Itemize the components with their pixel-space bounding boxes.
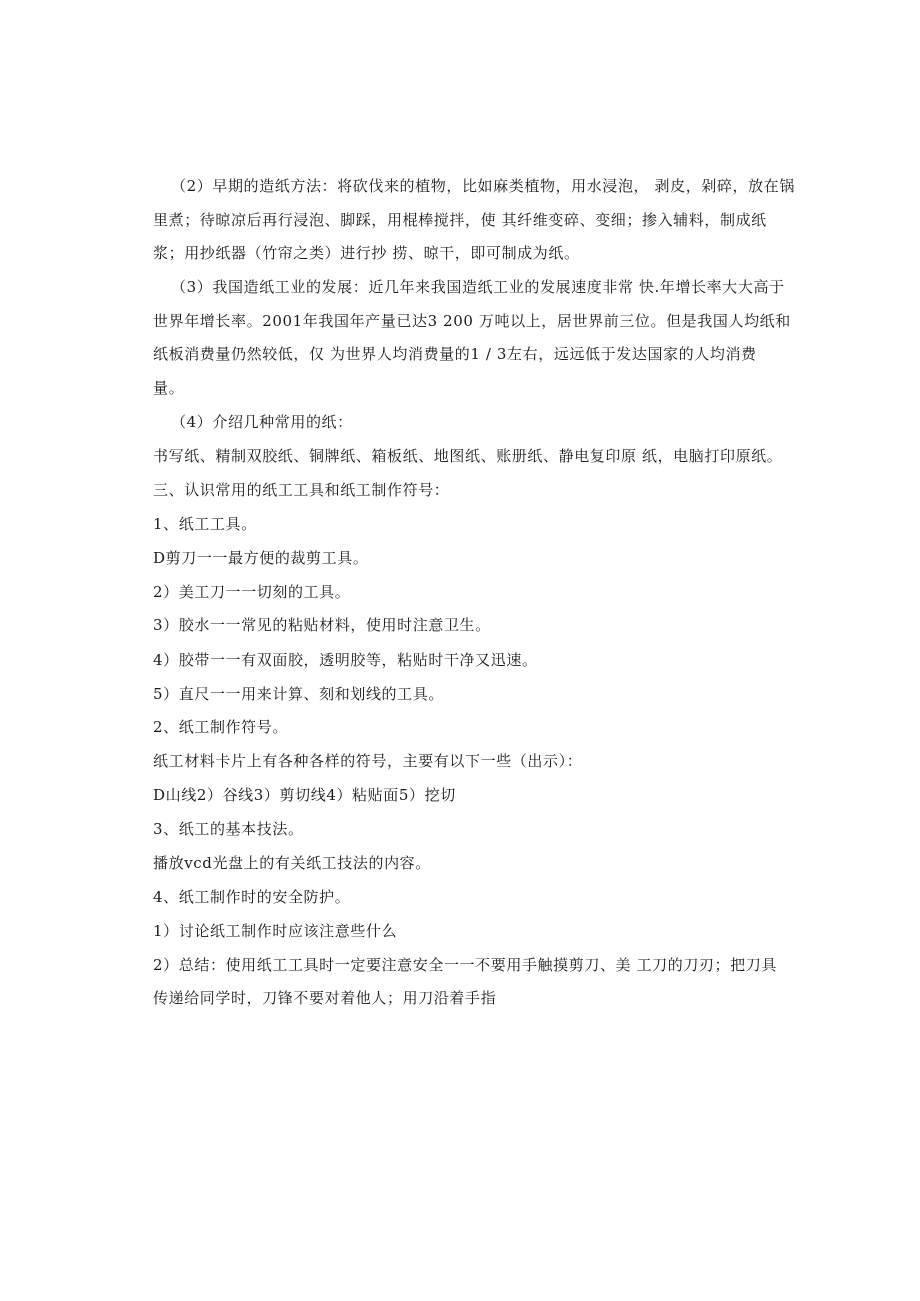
paragraph-2-line-3: 浆；用抄纸器（竹帘之类）进行抄 捞、晾干，即可制成为纸。 — [153, 244, 580, 262]
safety-item-2-line-2: 传递给同学时，刀锋不要对着他人；用刀沿着手指 — [153, 989, 497, 1007]
safety-heading: 4、纸工制作时的安全防护。 — [153, 888, 351, 906]
symbols-heading: 2、纸工制作符号。 — [153, 718, 288, 736]
tool-item-tape: 4）胶带一一有双面胶，透明胶等，粘贴时干净又迅速。 — [153, 651, 538, 669]
symbols-intro: 纸工材料卡片上有各种各样的符号，主要有以下一些（出示）： — [153, 752, 583, 770]
tool-item-ruler: 5）直尺一一用来计算、刻和划线的工具。 — [153, 685, 444, 703]
techniques-heading: 3、纸工的基本技法。 — [153, 820, 304, 838]
safety-item-2-line-1: 2）总结：使用纸工工具时一定要注意安全一一不要用手触摸剪刀、美 工刀的刀刃；把刀具 — [153, 956, 777, 974]
tool-item-glue: 3）胶水一一常见的粘贴材料，使用时注意卫生。 — [153, 616, 491, 634]
paragraph-2-line-2: 里煮；待晾凉后再行浸泡、脚踩，用棍棒搅拌，使 其纤维变碎、变细；掺入辅料，制成纸 — [153, 211, 767, 229]
tool-item-knife: 2）美工刀一一切刻的工具。 — [153, 583, 351, 601]
paragraph-3-line-3: 纸板消费量仍然较低，仅 为世界人均消费量的1 / 3左右，远远低于发达国家的人均消费 — [153, 345, 757, 363]
paragraph-2-line-1: （2）早期的造纸方法：将砍伐来的植物，比如麻类植物，用水浸泡， 剥皮，剁碎，放在锅 — [171, 177, 795, 195]
tools-heading: 1、纸工工具。 — [153, 515, 257, 533]
section-3-heading: 三、认识常用的纸工工具和纸工制作符号： — [153, 481, 450, 499]
paragraph-4-heading: （4）介绍几种常用的纸： — [171, 413, 353, 431]
paragraph-3-line-2: 世界年增长率。2001年我国年产量已达3 200 万吨以上，居世界前三位。但是我国人均纸和 — [153, 312, 791, 330]
paragraph-3-line-4: 量。 — [153, 379, 185, 397]
paragraph-3-line-1: （3）我国造纸工业的发展：近几年来我国造纸工业的发展速度非常 快.年增长率大大高于 — [171, 278, 785, 296]
techniques-text: 播放vcd光盘上的有关纸工技法的内容。 — [153, 854, 431, 872]
tool-item-scissors: D剪刀一一最方便的裁剪工具。 — [153, 549, 369, 567]
safety-item-1: 1）讨论纸工制作时应该注意些什么 — [153, 922, 398, 940]
symbols-list: D山线2）谷线3）剪切线4）粘贴面5）挖切 — [153, 786, 456, 804]
paper-types-list: 书写纸、精制双胶纸、铜牌纸、箱板纸、地图纸、账册纸、静电复印原 纸，电脑打印原纸。 — [153, 447, 783, 465]
